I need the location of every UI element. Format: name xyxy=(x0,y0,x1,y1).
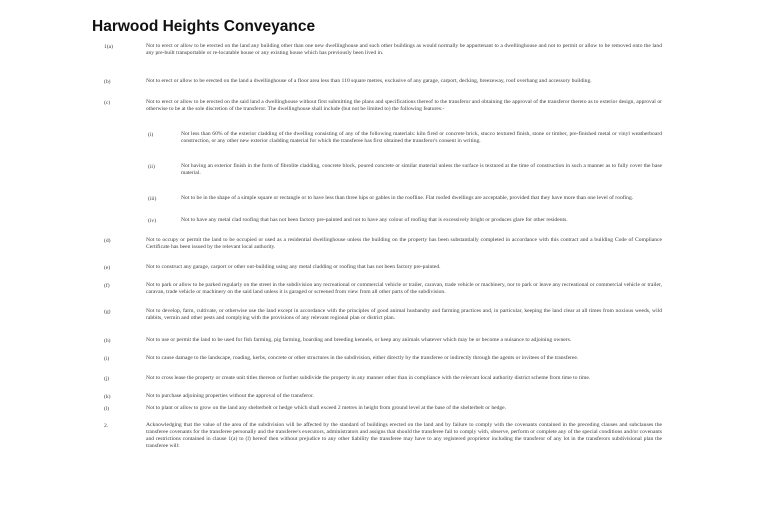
clause-text: Not to cross lease the property or create unit titles thereon or further subdivide the property in any manner other than in compliance with the relevant local authority district scheme from time to time. xyxy=(146,375,591,381)
document-title: Harwood Heights Conveyance xyxy=(92,18,316,35)
clause-label: (l) xyxy=(104,406,110,412)
clause-label: (i) xyxy=(104,356,110,362)
clause-label: (g) xyxy=(104,309,111,315)
clause-label: (f) xyxy=(104,283,110,289)
subclause-text: Not to be in the shape of a simple square or rectangle or to have less than three hips or gables in the roofline. Flat roofed dwellings are acceptable, provided that they have more than one level of roofing. xyxy=(181,195,634,201)
clause-text: Not to purchase adjoining properties without the approval of the transferor. xyxy=(146,393,314,399)
clause-label: 1(a) xyxy=(104,44,114,50)
clause-text: Not to park or allow to be parked regularly on the street in the subdivision any recreational or commercial vehicle or trailer, caravan, trade vehicle or machinery, nor to park or leave any recreational or commercial vehicle or trailer, caravan, trade vehicle or machinery on the said land unless it is garaged or screened from view from all other parts of the subdivision. xyxy=(146,282,662,296)
clause-text: Not to occupy or permit the land to be occupied or used as a residential dwellinghouse unless the building on the property has been substantially completed in accordance with this contract and a building Code of Compliance Certificate has been issued by the relevant local authority. xyxy=(146,237,662,251)
clause-label: (h) xyxy=(104,338,111,344)
clause-label: (c) xyxy=(104,100,111,106)
clause-text: Not to erect or allow to be erected on the said land a dwellinghouse without first submitting the plans and specifications thereof to the transferor and obtaining the approval of the transferor thereto as to exterior design, approval or otherwise to be at the sole discretion of the transferor. The dwellinghouse shall include (but not be limited to) the following features:- xyxy=(146,99,662,113)
clause-text: Not to develop, farm, cultivate, or otherwise use the land except in accordance with the principles of good animal husbandry and farming practices and, in particular, keeping the land clear at all times from noxious weeds, wild rabbits, vermin and other pests and complying with the provisions of any relevant regional plan or district plan. xyxy=(146,308,662,322)
subclause-label: (i) xyxy=(148,132,154,138)
clause-text: Not to use or permit the land to be used for fish farming, pig farming, boarding and breeding kennels, or keep any animals whatever which may be or become a nuisance to adjoining owners. xyxy=(146,337,572,343)
clause-text: Not to construct any garage, carport or other out-building using any metal cladding or roofing that has not been factory pre-painted. xyxy=(146,264,441,270)
subclause-text: Not to have any metal clad roofing that has not been factory pre-painted and not to have any colour of roofing that is excessively bright or produces glare for other residents. xyxy=(181,217,568,223)
clause-text: Not to plant or allow to grow on the land any shelterbelt or hedge which shall exceed 2 metres in height from ground level at the base of the shelterbelt or hedge. xyxy=(146,405,507,411)
subclause-text: Not less than 60% of the exterior cladding of the dwelling consisting of any of the following materials: kiln fired or concrete brick, stucco textured finish, stone or timber, pre-finished metal or vinyl weatherboard construction, or any other new exterior cladding material for which the transferee has first obtained the transferor's consent in writing. xyxy=(181,131,662,145)
subclause-label: (iii) xyxy=(148,196,157,202)
clause-text: Not to erect or allow to be erected on the land a dwellinghouse of a floor area less than 110 square metres, exclusive of any garage, carport, decking, breezeway, roof overhang and accessory building. xyxy=(146,78,592,84)
clause-label: (d) xyxy=(104,238,111,244)
clause-text: Not to cause damage to the landscape, roading, kerbs, concrete or other structures in the subdivision, either directly by the transferee or indirectly through the agents or invitees of the transferee. xyxy=(146,355,579,361)
clause-label: 2. xyxy=(104,423,109,429)
subclause-text: Not having an exterior finish in the form of fibrolite cladding, concrete block, poured concrete or similar material unless the surface is textured at the time of construction in such a manner as to fully cover the base material. xyxy=(181,163,662,177)
clause-label: (j) xyxy=(104,376,110,382)
clause-label: (b) xyxy=(104,79,111,85)
clause-label: (k) xyxy=(104,394,111,400)
clause-text: Acknowledging that the value of the area of the subdivision will be affected by the standard of buildings erected on the land and by failure to comply with the covenants contained in the preceding clauses and subclauses the transferee covenants for the transferee personally and the transferee's executors, administrators and assigns that should the transferee fail to comply with, observe, perform or complete any of the special conditions and/or covenants and restrictions contained in clause 1(a) to (l) hereof then without prejudice to any other liability the transferee may have to any registered proprietor including the transferor of any lot in the transferors subdivisional plan the transferee will: xyxy=(146,422,662,450)
clause-label: (e) xyxy=(104,265,111,271)
clause-text: Not to erect or allow to be erected on the land any building other than one new dwellinghouse and such other buildings as would normally be appurtenant to a dwellinghouse and not to permit or allow to be removed onto the land any pre-built transportable or re-locatable house or any existing house which has previously been lived in. xyxy=(146,43,662,57)
subclause-label: (iv) xyxy=(148,218,157,224)
subclause-label: (ii) xyxy=(148,164,155,170)
